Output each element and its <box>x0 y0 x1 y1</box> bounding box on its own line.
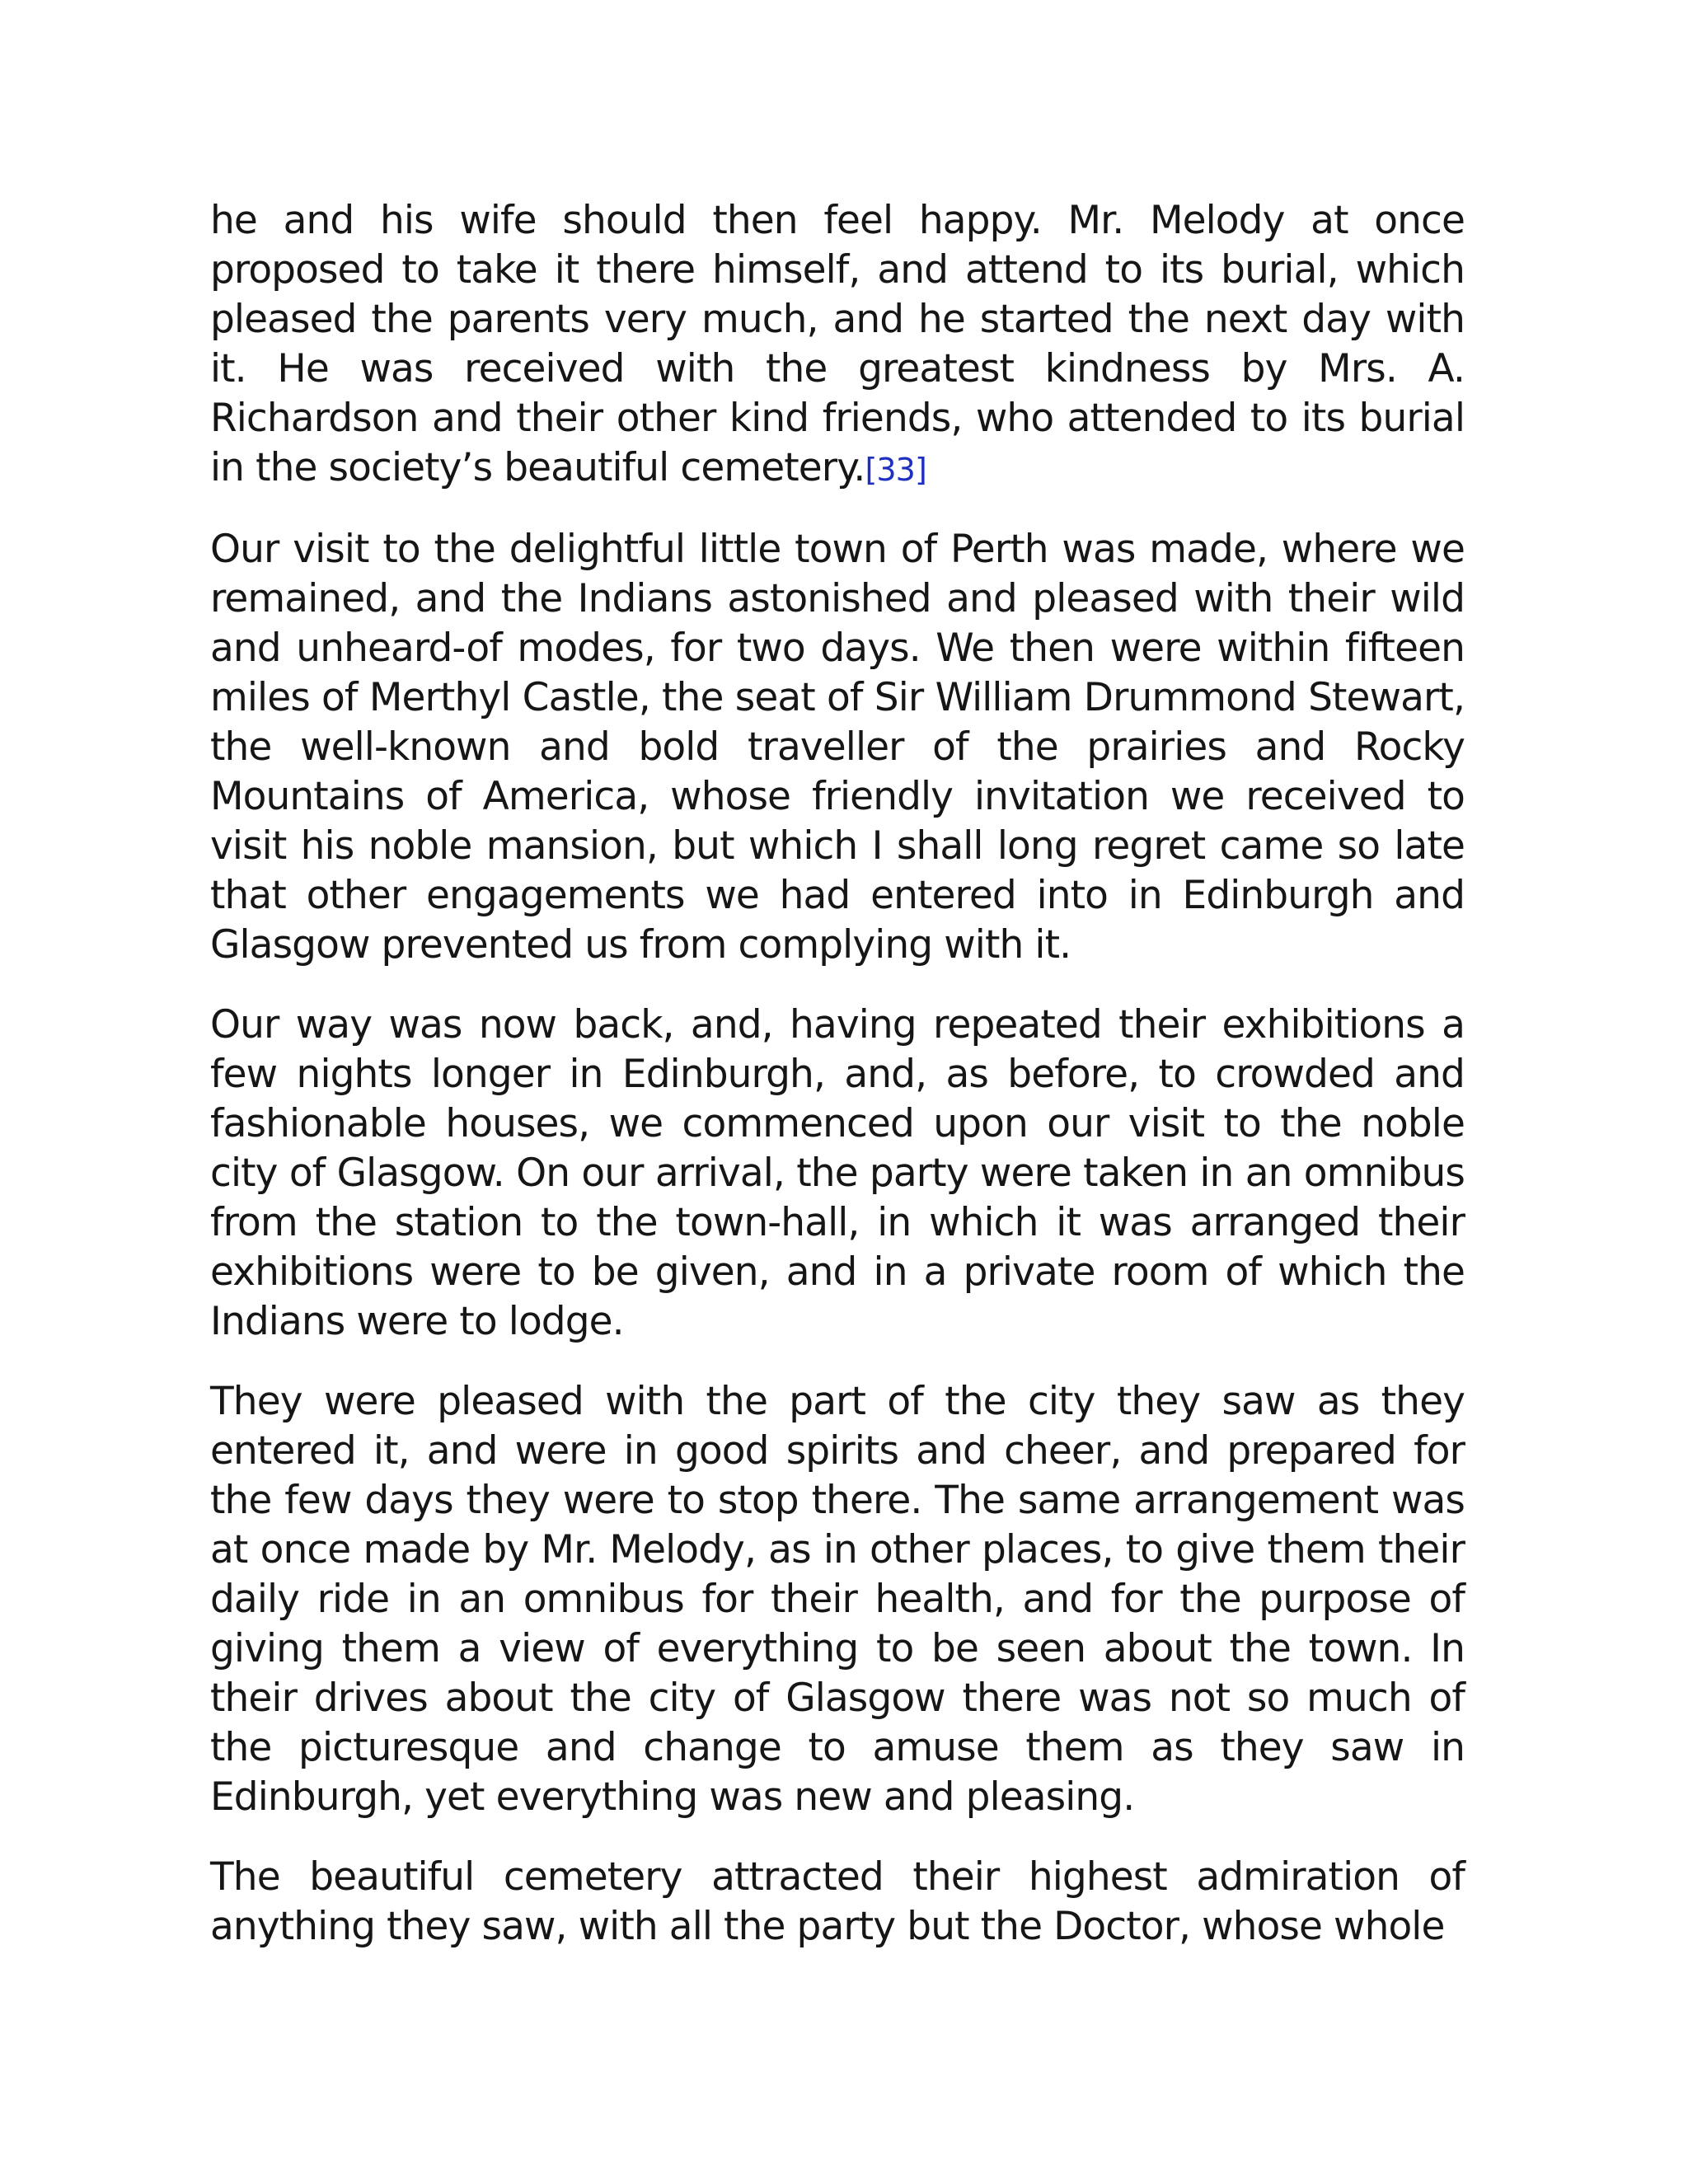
paragraph-2-text: Our visit to the delightful little town of Perth was made, where we remained, and the Indians astonished and pleased with their wild and unheard-of modes, for two days. We then were within fifteen miles of Merthyl Castle, the seat of Sir William Drummond Stewart, the well-known and bold traveller of the prairies and Rocky Mountains of America, whose friendly invitation we received to visit his noble mansion, but which I shall long regret came so late that other engagements we had entered into in Edinburgh and Glasgow prevented us from complying with it. <box>210 527 1465 968</box>
paragraph-1-text: he and his wife should then feel happy. Mr. Melody at once proposed to take it there himself, and attend to its burial, which pleased the parents very much, and he started the next day with it. He was received with the greatest kindness by Mrs. A. Richardson and their other kind friends, who attended to its burial in the society’s beautiful cemetery. <box>210 198 1465 490</box>
paragraph-5-text: The beautiful cemetery attracted their highest admiration of anything they saw, with all the party but the Doctor, whose whole <box>210 1854 1465 1949</box>
paragraph-5 <box>210 1853 1465 1952</box>
paragraph-3 <box>210 1001 1465 1347</box>
paragraph-4-text: They were pleased with the part of the city they saw as they entered it, and were in good spirits and cheer, and prepared for the few days they were to stop there. The same arrangement was at once made by Mr. Melody, as in other places, to give them their daily ride in an omnibus for their health, and for the purpose of giving them a view of everything to be seen about the town. In their drives about the city of Glasgow there was not so much of the picturesque and change to amuse them as they saw in Edinburgh, yet everything was new and pleasing. <box>210 1379 1465 1820</box>
paragraph-1 <box>210 196 1465 494</box>
paragraph-4 <box>210 1377 1465 1822</box>
paragraph-3-text: Our way was now back, and, having repeated their exhibitions a few nights longer in Edinburgh, and, as before, to crowded and fashionable houses, we commenced upon our visit to the noble city of Glasgow. On our arrival, the party were taken in an omnibus from the station to the town-hall, in which it was arranged their exhibitions were to be given, and in a private room of which the Indians were to lodge. <box>210 1002 1465 1344</box>
footnote-link-33[interactable]: [33] <box>865 452 926 488</box>
paragraph-2 <box>210 525 1465 970</box>
document-page <box>210 196 1465 1982</box>
